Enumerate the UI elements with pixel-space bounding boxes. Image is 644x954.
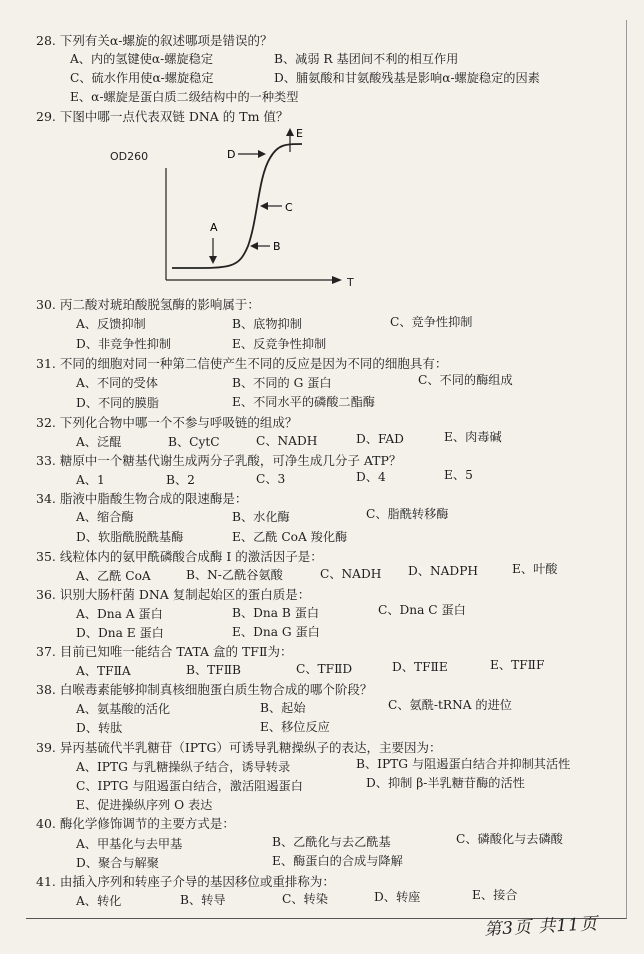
x-axis-arrow <box>332 276 342 284</box>
q32-option-c: C、NADH <box>256 434 318 448</box>
q30-option-c: C、竞争性抑制 <box>390 315 473 329</box>
q33-option-a: A、1 <box>76 473 105 487</box>
q41-option-e: E、接合 <box>472 888 518 902</box>
q28-option-c: C、硫水作用使α-螺旋稳定 <box>70 71 214 85</box>
q35-option-b: B、N-乙酰谷氨酸 <box>186 568 283 582</box>
q31-option-e: E、不同水平的磷酸二酯酶 <box>232 395 375 409</box>
q35-option-d: D、NADPH <box>408 564 479 578</box>
question-31: 31. 不同的细胞对同一种第二信使产生不同的反应是因为不同的细胞具有： <box>36 356 448 371</box>
q36-option-c: C、Dna C 蛋白 <box>378 603 466 617</box>
q36-option-e: E、Dna G 蛋白 <box>232 625 320 639</box>
question-38: 38. 白喉毒素能够抑制真核细胞蛋白质生物合成的哪个阶段？ <box>36 682 373 697</box>
q36-option-b: B、Dna B 蛋白 <box>232 606 320 620</box>
q34-option-d: D、软脂酰脱酰基酶 <box>76 530 184 544</box>
q37-option-e: E、TFⅡF <box>490 658 545 672</box>
graph-xlabel: T <box>347 276 354 289</box>
q35-option-a: A、乙酰 CoA <box>76 569 151 583</box>
q40-option-c: C、磷酸化与去磷酸 <box>456 832 563 846</box>
q30-option-e: E、反竞争性抑制 <box>232 337 327 351</box>
q40-option-e: E、酶蛋白的合成与降解 <box>272 854 403 868</box>
point-b-label: B <box>273 240 281 253</box>
q31-option-c: C、不同的酶组成 <box>418 373 513 387</box>
q33-option-b: B、2 <box>166 473 195 487</box>
q35-option-c: C、NADH <box>320 567 382 581</box>
q28-option-b: B、减弱 R 基团间不利的相互作用 <box>274 52 459 66</box>
q38-option-d: D、转肽 <box>76 721 123 735</box>
q38-option-b: B、起始 <box>260 701 306 715</box>
q40-option-a: A、甲基化与去甲基 <box>76 837 183 851</box>
q40-option-b: B、乙酰化与去乙酰基 <box>272 835 391 849</box>
q31-option-b: B、不同的 G 蛋白 <box>232 376 332 390</box>
q39-option-b: B、IPTG 与阻遏蛋白结合并抑制其活性 <box>356 757 571 771</box>
q36-option-a: A、Dna A 蛋白 <box>76 607 163 621</box>
question-29: 29. 下图中哪一点代表双链 DNA 的 Tm 值？ <box>36 109 289 124</box>
q34-option-e: E、乙酰 CoA 羧化酶 <box>232 530 348 544</box>
q31-option-d: D、不同的膜脂 <box>76 396 159 410</box>
q39-option-a: A、IPTG 与乳糖操纵子结合，诱导转录 <box>76 760 291 774</box>
q41-option-a: A、转化 <box>76 894 122 908</box>
question-39: 39. 异丙基硫代半乳糖苷（IPTG）可诱导乳糖操纵子的表达，主要因为： <box>36 740 442 755</box>
question-35: 35. 线粒体内的氨甲酰磷酸合成酶 I 的激活因子是： <box>36 549 323 564</box>
q32-option-d: D、FAD <box>356 432 404 446</box>
q41-option-d: D、转座 <box>374 890 421 904</box>
question-37: 37. 目前已知唯一能结合 TATA 盒的 TFⅡ为： <box>36 644 293 659</box>
question-32: 32. 下列化合物中哪一个不参与呼吸链的组成？ <box>36 415 298 430</box>
q34-option-a: A、缩合酶 <box>76 510 134 524</box>
question-40: 40. 酶化学修饰调节的主要方式是： <box>36 816 235 831</box>
question-33: 33. 糖原中一个糖基代谢生成两分子乳酸，可净生成几分子 ATP？ <box>36 453 402 468</box>
q37-option-c: C、TFⅡD <box>296 662 353 676</box>
question-34: 34. 脂液中脂酸生物合成的限速酶是： <box>36 491 248 506</box>
q32-option-e: E、肉毒碱 <box>444 430 502 444</box>
q32-option-a: A、泛醌 <box>76 435 122 449</box>
point-d-label: D <box>227 148 236 161</box>
q33-option-c: C、3 <box>256 472 286 486</box>
point-e-label: E <box>296 128 303 140</box>
q35-option-e: E、叶酸 <box>512 562 558 576</box>
q34-option-c: C、脂酰转移酶 <box>366 507 449 521</box>
q28-option-e: E、α-螺旋是蛋白质二级结构中的一种类型 <box>70 90 299 104</box>
q33-option-e: E、5 <box>444 468 473 482</box>
point-c-label: C <box>285 201 293 214</box>
graph-ylabel: OD260 <box>110 150 149 163</box>
q36-option-d: D、Dna E 蛋白 <box>76 626 164 640</box>
q33-option-d: D、4 <box>356 470 386 484</box>
q38-option-c: C、氨酰-tRNA 的进位 <box>388 698 512 712</box>
q41-option-c: C、转染 <box>282 892 328 906</box>
q28-option-d: D、脯氨酸和甘氨酸残基是影响α-螺旋稳定的因素 <box>274 71 540 85</box>
q37-option-a: A、TFⅡA <box>76 664 131 678</box>
q40-option-d: D、聚合与解聚 <box>76 856 159 870</box>
melting-curve <box>172 144 302 268</box>
q38-option-e: E、移位反应 <box>260 720 330 734</box>
question-41: 41. 由插入序列和转座子介导的基因移位或重排称为： <box>36 874 335 889</box>
question-30: 30. 丙二酸对琥珀酸脱氢酶的影响属于： <box>36 297 260 312</box>
q28-option-a: A、内的氢键使α-螺旋稳定 <box>70 52 214 66</box>
q39-option-e: E、促进操纵序列 O 表达 <box>76 798 213 812</box>
q38-option-a: A、氨基酸的活化 <box>76 702 171 716</box>
page-number-handwritten: 第3页 共11页 <box>483 914 599 940</box>
q32-option-b: B、CytC <box>168 435 220 449</box>
q30-option-a: A、反馈抑制 <box>76 317 146 331</box>
question-28: 28. 下列有关α-螺旋的叙述哪项是错误的？ <box>36 33 273 48</box>
dna-melting-curve-graph <box>110 128 370 298</box>
point-a-label: A <box>210 221 218 234</box>
q30-option-b: B、底物抑制 <box>232 317 302 331</box>
q30-option-d: D、非竞争性抑制 <box>76 337 172 351</box>
q37-option-b: B、TFⅡB <box>186 663 241 677</box>
q37-option-d: D、TFⅡE <box>392 660 448 674</box>
q31-option-a: A、不同的受体 <box>76 376 158 390</box>
q41-option-b: B、转导 <box>180 893 226 907</box>
question-36: 36. 识别大肠杆菌 DNA 复制起始区的蛋白质是： <box>36 587 311 602</box>
q39-option-c: C、IPTG 与阻遏蛋白结合，激活阻遏蛋白 <box>76 779 303 793</box>
q34-option-b: B、水化酶 <box>232 510 290 524</box>
q39-option-d: D、抑制 β-半乳糖苷酶的活性 <box>366 776 525 790</box>
